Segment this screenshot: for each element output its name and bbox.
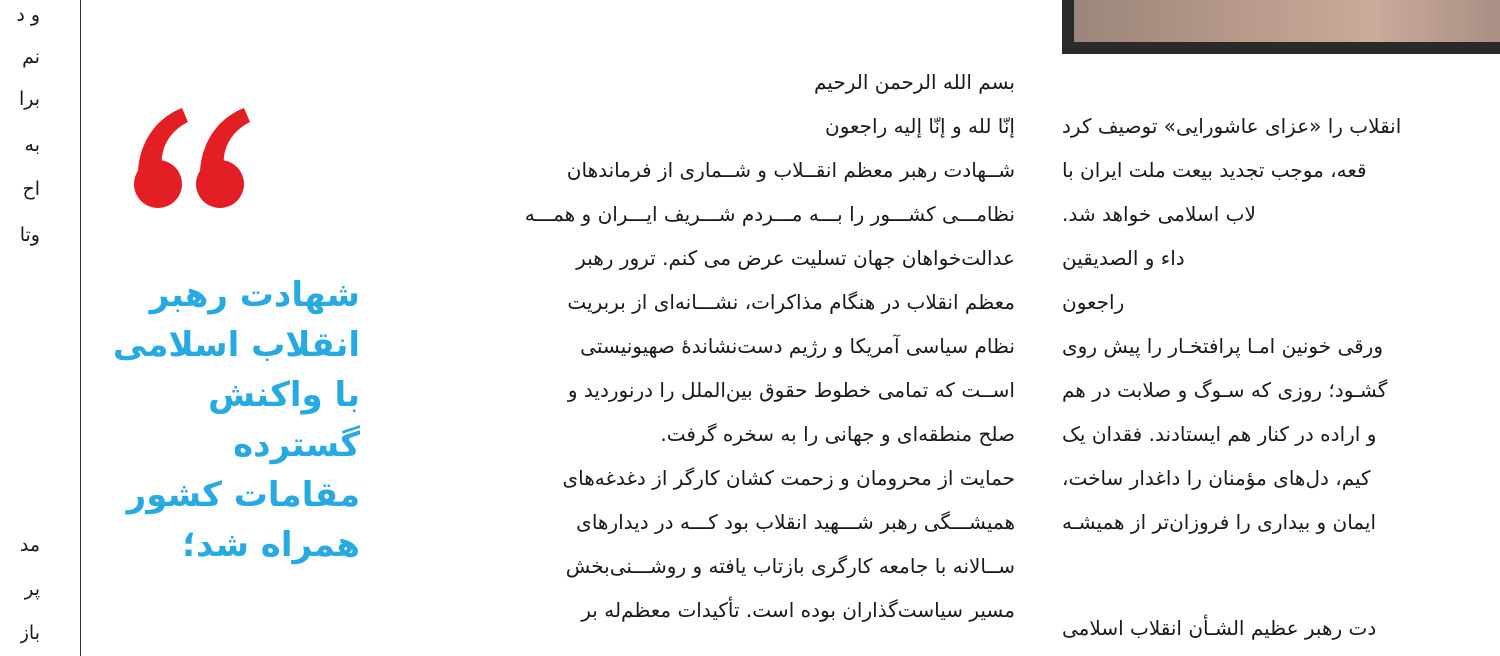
article-body (415, 0, 1015, 656)
pull-quote (110, 270, 360, 570)
right-line: لاب اسلامی خواهد شد. (1062, 202, 1256, 226)
left-line: و د (16, 4, 40, 26)
right-line: راجعون (1062, 290, 1125, 314)
pull-quote-line: همراه شد؛ (182, 525, 360, 565)
left-column-fragment (0, 0, 40, 656)
article-line: مسیر سیاست‌گذاران بوده است. تأکیدات معظم‌له بر (581, 598, 1015, 622)
article-line: نظام سیاسی آمریکا و رژیم دست‌نشاندهٔ صهیونیستی (580, 334, 1015, 358)
left-line: اح (22, 178, 40, 200)
left-line: مد (19, 534, 40, 556)
right-line: قعه، موجب تجدید بیعت ملت ایران با (1062, 158, 1367, 182)
photo-image (1074, 0, 1500, 42)
article-line: إنّا لله و إنّا إلیه راجعون (825, 114, 1015, 138)
left-line: پر (24, 578, 40, 600)
left-line: برا (18, 88, 40, 110)
article-line: معظم انقلاب در هنگام مذاکرات، نشـــانه‌ای از بربریت (567, 290, 1015, 314)
left-line: باز (19, 622, 40, 644)
article-line: نظامـــی کشـــور را بـــه مـــردم شـــریف ایـــران و همـــه (524, 202, 1015, 226)
article-line: بسم الله الرحمن الرحیم (813, 70, 1015, 94)
article-line: حمایت از محرومان و زحمت کشان کارگر از دغدغه‌های (562, 466, 1015, 490)
article-line: شــهادت رهبر معظم انقــلاب و شــماری از فرماندهان (566, 158, 1015, 182)
column-divider (80, 0, 81, 656)
right-column (1062, 100, 1500, 656)
article-line: ســالانه با جامعه کارگری بازتاب یافته و روشـــنی‌بخش (565, 554, 1015, 578)
pull-quote-line: گسترده (233, 425, 360, 465)
right-line: انقلاب را «عزای عاشورایی» توصیف کرد (1062, 114, 1402, 138)
left-line: نم (22, 46, 40, 68)
article-line: اســت که تمامی خطوط حقوق بین‌الملل را درنوردید و (567, 378, 1015, 402)
left-line: به (24, 134, 40, 156)
left-line: وتا (19, 224, 40, 246)
right-line: گشـود؛ روزی که سـوگ و صلابت در هم (1062, 378, 1388, 402)
article-line: همیشـــگی رهبر شـــهید انقلاب بود کـــه در دیدارهای (576, 510, 1015, 534)
article-line: صلح منطقه‌ای و جهانی را به سخره گرفت. (660, 422, 1015, 446)
right-line: کیم، دل‌های مؤمنان را داغدار ساخت، (1062, 466, 1371, 490)
right-line: دت رهبر عظیم الشـأن انقلاب اسلامی (1062, 616, 1377, 640)
right-line: داء و الصدیقین (1062, 246, 1185, 270)
pull-quote-line: مقامات کشور (126, 475, 360, 515)
quote-open-icon (132, 92, 252, 232)
right-line: ایمان و بیداری را فروزان‌تر از همیشـه (1062, 510, 1376, 534)
pull-quote-line: انقلاب اسلامی (112, 325, 360, 365)
article-line: عدالت‌خواهان جهان تسلیت عرض می کنم. ترور رهبر (576, 246, 1015, 270)
pull-quote-line: با واکنش (208, 375, 360, 415)
pull-quote-line: شهادت رهبر (149, 275, 360, 315)
right-line: و اراده در کنار هم ایستادند. فقدان یک (1062, 422, 1377, 446)
right-line: ورقی خونین امـا پرافتخـار را پیش روی (1062, 334, 1383, 358)
